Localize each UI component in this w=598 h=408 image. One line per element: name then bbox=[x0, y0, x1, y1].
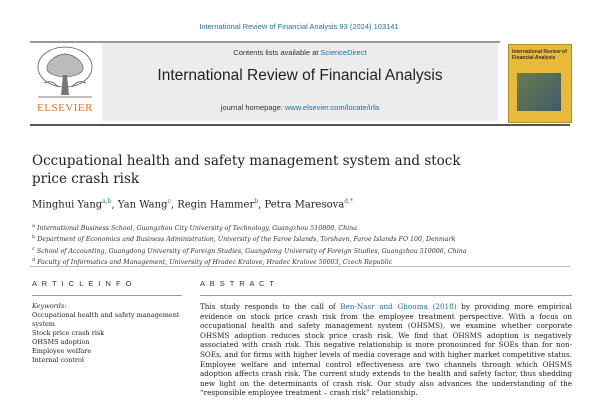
abstract-text-part: This study responds to the call of bbox=[200, 302, 341, 311]
keyword-item: Occupational health and safety management system bbox=[32, 311, 180, 328]
author-affiliation-marker[interactable]: c bbox=[167, 198, 171, 205]
affiliation-item bbox=[32, 245, 572, 256]
journal-masthead bbox=[30, 41, 570, 123]
keyword-item: Employee welfare bbox=[32, 347, 92, 355]
journal-title: International Review of Financial Analysis bbox=[157, 67, 443, 84]
keyword-item: Internal control bbox=[32, 356, 84, 364]
masthead-center-panel bbox=[102, 43, 498, 121]
affiliation-item bbox=[32, 233, 572, 244]
contents-prefix: Contents lists available at bbox=[233, 48, 321, 57]
article-info-rule bbox=[32, 295, 182, 296]
article-info-heading: A R T I C L E I N F O bbox=[32, 279, 133, 288]
affiliation-mark: c bbox=[32, 245, 35, 252]
author-name[interactable]: Yan Wang bbox=[117, 199, 168, 211]
author-name[interactable]: Minghui Yang bbox=[32, 199, 103, 211]
publisher-name: ELSEVIER bbox=[37, 102, 93, 114]
sciencedirect-link[interactable]: ScienceDirect bbox=[320, 48, 367, 57]
affiliation-text: Department of Economics and Business Administration, University of the Faroe Islands, Torshavn, Faroe Islands FO 100, Denmark bbox=[37, 236, 456, 244]
affiliation-item bbox=[32, 222, 572, 233]
journal-citation[interactable]: International Review of Financial Analysis 93 (2024) 103141 bbox=[199, 22, 399, 31]
author-separator: , bbox=[258, 199, 265, 211]
keyword-item: Stock price crash risk bbox=[32, 329, 105, 337]
article-info-column bbox=[32, 279, 182, 365]
author-separator: , bbox=[170, 199, 178, 211]
article-title: Occupational health and safety management system and stock price crash risk bbox=[32, 153, 461, 187]
abstract-reference-link[interactable]: Ben-Nasr and Ghouma (2018) bbox=[340, 302, 457, 311]
journal-homepage-link[interactable]: www.elsevier.com/locate/irfa bbox=[285, 103, 380, 112]
author-name[interactable]: Regin Hammer bbox=[177, 199, 255, 211]
cover-image bbox=[517, 73, 561, 111]
author-affiliation-marker[interactable]: a,b bbox=[102, 198, 112, 205]
affiliation-mark: a bbox=[32, 223, 35, 229]
affiliation-text: International Business School, Guangzhou City University of Technology, Guangzhou 510800, China bbox=[37, 225, 357, 233]
abstract-column bbox=[200, 279, 572, 398]
author-separator: , bbox=[111, 199, 118, 211]
affiliation-text: Faculty of Informatics and Management, University of Hradec Kralove, Hradec Kralove 50003, Czech Republic bbox=[37, 259, 393, 267]
tree-icon bbox=[30, 43, 100, 103]
masthead-bottom-rule bbox=[30, 124, 570, 126]
abstract-body bbox=[200, 302, 572, 398]
keywords-label: Keywords: bbox=[32, 302, 67, 310]
abstract-rule bbox=[200, 295, 572, 296]
journal-homepage-line bbox=[102, 103, 498, 112]
author-affiliation-marker[interactable]: d,* bbox=[344, 198, 353, 205]
section-divider bbox=[30, 266, 570, 267]
journal-cover-thumbnail[interactable] bbox=[508, 44, 572, 123]
homepage-prefix: journal homepage: bbox=[220, 103, 285, 112]
keyword-item: OHSMS adoption bbox=[32, 338, 90, 346]
contents-available-line bbox=[102, 48, 498, 57]
author-list bbox=[32, 198, 572, 210]
affiliation-mark: d bbox=[32, 257, 36, 264]
affiliation-list bbox=[32, 222, 572, 268]
author-affiliation-marker[interactable]: b bbox=[254, 198, 259, 205]
author-name[interactable]: Petra Maresova bbox=[264, 199, 345, 211]
affiliation-mark: b bbox=[32, 234, 36, 241]
cover-title: International Review of Financial Analysis bbox=[512, 49, 567, 61]
affiliation-text: School of Accounting, Guangdong University of Foreign Studies, Guangdong University of Foreign Studies, Guangzhou 510006, China bbox=[36, 247, 467, 255]
abstract-text-part: by providing more empirical evidence on stock price crash risk from the employee treatment perspective. With a focus on occupational health and safety management system (OHSMS), we examine whether corporate OHSMS adoption reduces stock price crash risk. We find that OHSMS adoption is negatively associated with crash risk. This negative relationship is more pronounced for SOEs than for non-SOEs, and for firms with higher levels of media coverage and with higher market competitive status. Employee welfare and internal control effectiveness are two channels through which OHSMS adoption affects crash risk. The current study extends to the health and safety factor, thus shedding new light on the determinants of crash risk. Our study also advances the understanding of the “responsible employee treatment – crash risk” relationship. bbox=[200, 302, 572, 398]
abstract-heading: A B S T R A C T bbox=[200, 279, 276, 288]
